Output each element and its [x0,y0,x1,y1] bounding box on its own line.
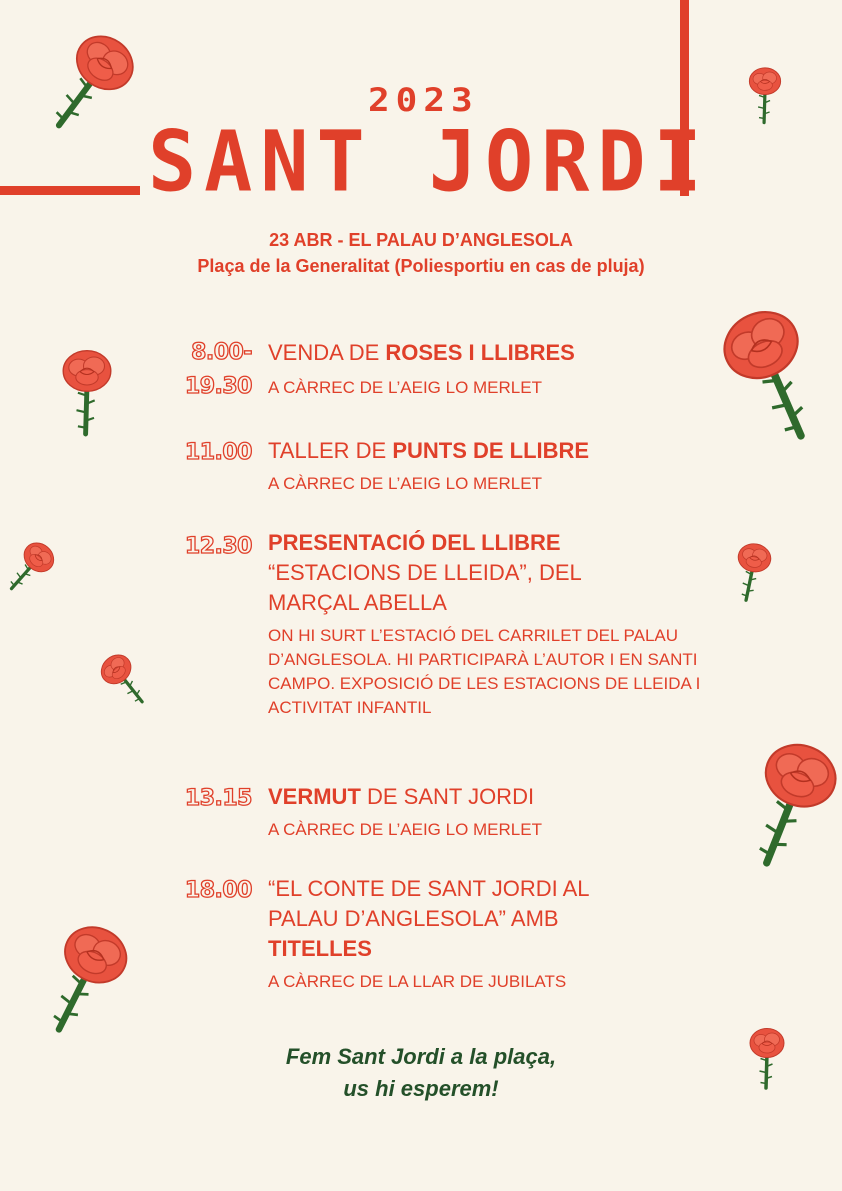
rose-icon [9,4,172,165]
event-time: 13.15 [184,786,252,811]
footer-line-2: us hi esperem! [343,1076,499,1101]
event-time: 18.00 [184,878,252,903]
event-time-end: 19.30 [184,374,252,399]
event-subtitle: A CÀRREC DE LA LLAR DE JUBILATS [268,972,567,991]
event-subtitle: A CÀRREC DE L’AEIG LO MERLET [268,378,542,397]
event-title-bold: ROSES I LLIBRES [385,340,575,365]
event-time: 11.00 [184,440,252,465]
rose-icon [0,526,72,611]
event-title-line1: “EL CONTE DE SANT JORDI AL [268,876,590,901]
event-time-start: 8.00- [191,340,252,365]
rose-icon [722,530,782,613]
rose-icon [52,336,122,448]
rose-icon [693,284,842,466]
event-title-line2: PALAU D’ANGLESOLA” AMB [268,906,559,931]
footer-line-1: Fem Sant Jordi a la plaça, [285,1044,557,1069]
event-title [268,528,708,618]
event-title [268,782,708,812]
frame-line-left-horizontal [0,186,140,195]
event-time: 12.30 [184,534,252,559]
event-title [268,436,708,466]
rose-icon [742,58,788,132]
venue: Plaça de la Generalitat (Poliesportiu en cas de pluja) [197,256,645,276]
event-title-bold: PUNTS DE LLIBRE [392,438,590,463]
event-subtitle: A CÀRREC DE L’AEIG LO MERLET [268,474,542,493]
event-title-plain: VENDA DE [268,340,386,365]
event-title [268,874,708,964]
year-label: 2023 [368,82,479,119]
rose-icon [715,717,842,894]
event-title-line3: MARÇAL ABELLA [268,590,447,615]
event-subtitle: ON HI SURT L’ESTACIÓ DEL CARRILET DEL PALAU D’ANGLESOLA. HI PARTICIPARÀ L’AUTOR I EN SANTI CAMPO. EXPOSICIÓ DE LES ESTACIONS DE LLEIDA I ACTIVITAT INFANTIL [268,626,701,717]
event-title-bold: PRESENTACIÓ DEL LLIBRE [268,530,561,555]
page-title: SANT JORDI [148,112,710,211]
event-title-line2: “ESTACIONS DE LLEIDA”, DEL [268,560,582,585]
event-title-bold: VERMUT [268,784,361,809]
event-title-plain: DE SANT JORDI [360,784,535,809]
rose-icon [15,905,153,1054]
date-place: 23 ABR - EL PALAU D’ANGLESOLA [269,230,573,250]
event-title [268,338,708,368]
rose-icon [80,636,169,724]
event-title-plain: TALLER DE [268,438,393,463]
event-title-bold: TITELLES [268,936,372,961]
event-subtitle: A CÀRREC DE L’AEIG LO MERLET [268,820,542,839]
